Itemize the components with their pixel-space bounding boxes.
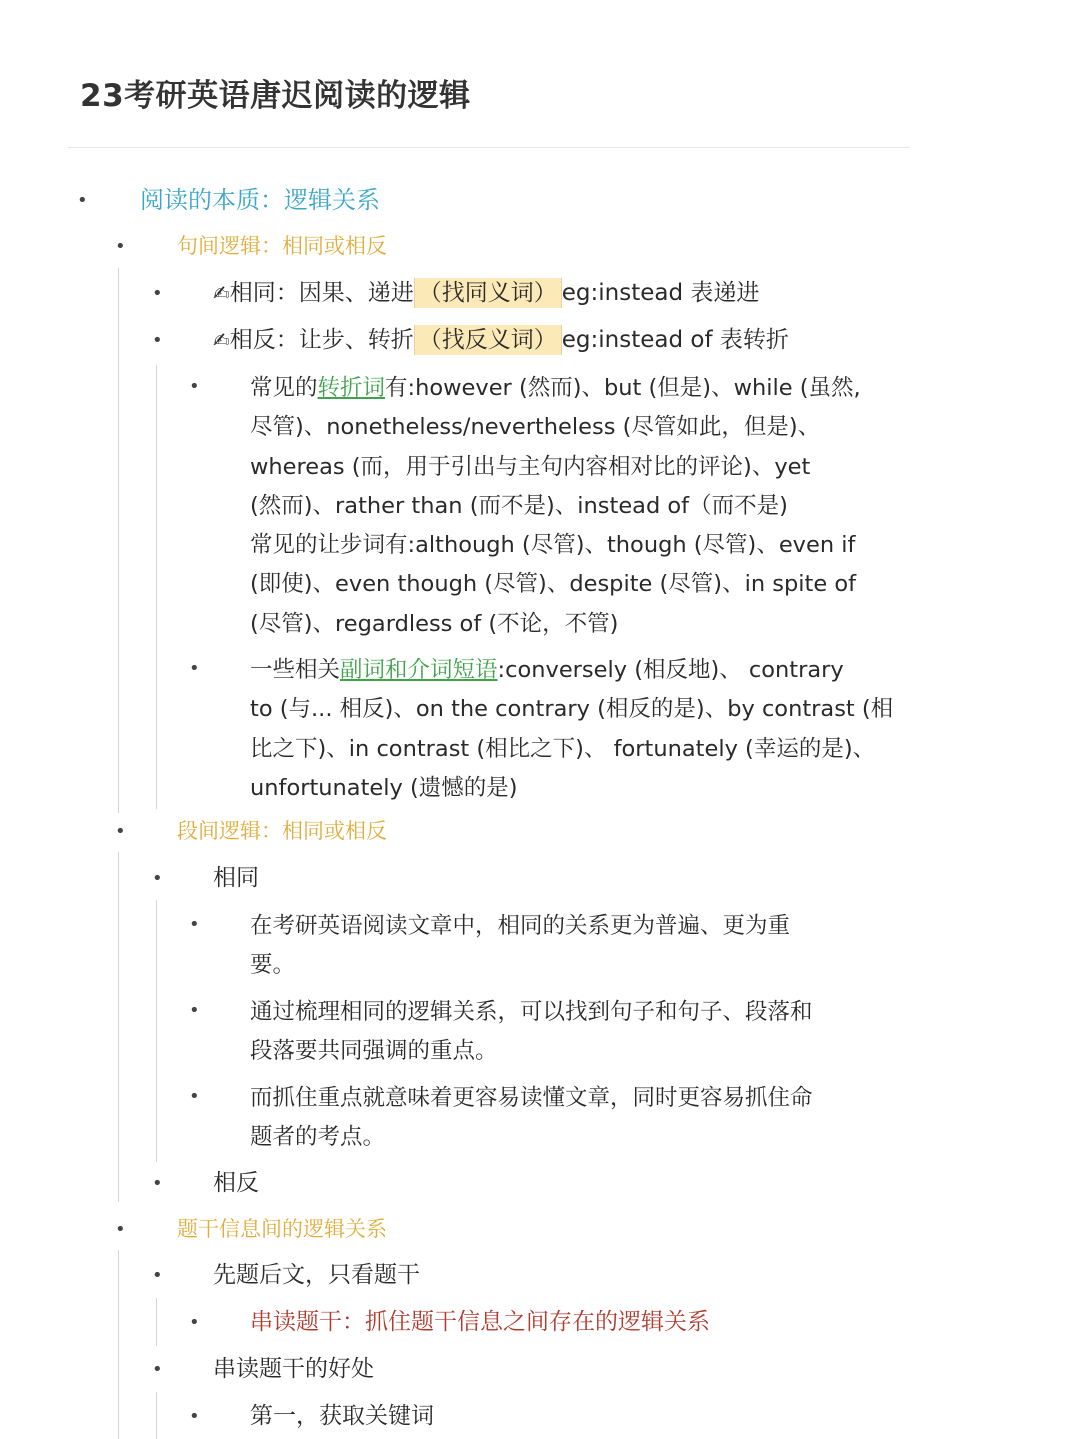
bullet-dot: • (115, 1219, 126, 1240)
indent-guide (156, 1298, 157, 1346)
indent-guide (156, 1392, 157, 1439)
outline-item-keywords[interactable]: 第一，获取关键词 (250, 1403, 434, 1429)
outline-item-question-first[interactable]: 先题后文，只看题干 (213, 1262, 420, 1288)
outline-item-opposite[interactable]: 相反 (213, 1170, 259, 1196)
bullet-dot: • (189, 1406, 200, 1427)
bullet-dot: • (152, 283, 163, 304)
list-item: 在考研英语阅读文章中，相同的关系更为普遍、更为重 要。 (250, 913, 791, 979)
section-heading-sentence-logic[interactable]: 句间逻辑：相同或相反 (177, 234, 387, 258)
bullet-dot: • (189, 914, 200, 935)
indent-guide (118, 1250, 119, 1439)
bullet-dot: • (152, 330, 163, 351)
outline-item-read-stems[interactable]: 串读题干：抓住题干信息之间存在的逻辑关系 (250, 1309, 710, 1335)
outline-item-opposite[interactable] (213, 321, 789, 360)
list-item: 通过梳理相同的逻辑关系，可以找到句子和句子、段落和 段落要共同强调的重点。 (250, 999, 813, 1065)
list-item: 而抓住重点就意味着更容易读懂文章，同时更容易抓住命 题者的考点。 (250, 1085, 813, 1151)
bullet-dot: • (189, 1000, 200, 1021)
outline-item-benefits[interactable]: 串读题干的好处 (213, 1356, 374, 1382)
pen-icon: ✍ (213, 281, 230, 305)
bullet-dot: • (152, 868, 163, 889)
indent-guide (156, 365, 157, 809)
outline-root-item[interactable]: 阅读的本质：逻辑关系 (140, 186, 380, 214)
title-divider (68, 147, 910, 148)
pen-icon: ✍ (213, 328, 230, 352)
bullet-dot: • (152, 1173, 163, 1194)
outline-item-same[interactable]: 相同 (213, 865, 259, 891)
page-title: 23考研英语唐迟阅读的逻辑 (80, 78, 471, 114)
section-heading-paragraph-logic[interactable]: 段间逻辑：相同或相反 (177, 819, 387, 843)
section-heading-question-logic[interactable]: 题干信息间的逻辑关系 (177, 1217, 387, 1241)
bullet-dot: • (152, 1265, 163, 1286)
bullet-dot: • (189, 376, 200, 397)
link-adverb-phrases[interactable]: 副词和介词短语 (340, 657, 498, 683)
bullet-dot: • (115, 236, 126, 257)
item-label: 相反：让步、转折 (229, 327, 414, 353)
indent-guide (118, 852, 119, 1202)
adverb-phrases-paragraph: 一些相关副词和介词短语:conversely (相反地)、 contrary to (与... 相反)、on the contrary (相反的是)、by contrast (相 比之下)、in contrast (相比之下)、 fortunately (幸运的是)、 unfortunately (遗憾的是) (250, 657, 894, 801)
item-example: eg:instead of 表转折 (561, 327, 789, 353)
bullet-dot: • (189, 658, 200, 679)
bullet-dot: • (77, 190, 88, 211)
bullet-dot: • (152, 1359, 163, 1380)
link-transition-words[interactable]: 转折词 (317, 375, 386, 401)
bullet-dot: • (115, 821, 126, 842)
indent-guide (118, 268, 119, 813)
outline-item-same[interactable] (213, 274, 759, 313)
highlight-synonym-hint: （找同义词） (414, 278, 562, 308)
item-label: 相同：因果、递进 (229, 280, 414, 306)
bullet-dot: • (189, 1086, 200, 1107)
bullet-dot: • (189, 1312, 200, 1333)
transition-words-paragraph: 常见的转折词有:however (然而)、but (但是)、while (虽然, 尽管)、nonetheless/nevertheless (尽管如此，但是)、 whereas (而，用于引出与主句内容相对比的评论)、yet (然而)、rather than (而不是)、instead of（而不是) 常见的让步词有:although (尽管)、though (尽管)、even if (即使)、even though (尽管)、despite (尽管)、in spite of (尽管)、regardless of (不论，不管) (250, 375, 861, 637)
highlight-antonym-hint: （找反义词） (414, 325, 562, 355)
indent-guide (156, 900, 157, 1162)
item-example: eg:instead 表递进 (561, 280, 760, 306)
